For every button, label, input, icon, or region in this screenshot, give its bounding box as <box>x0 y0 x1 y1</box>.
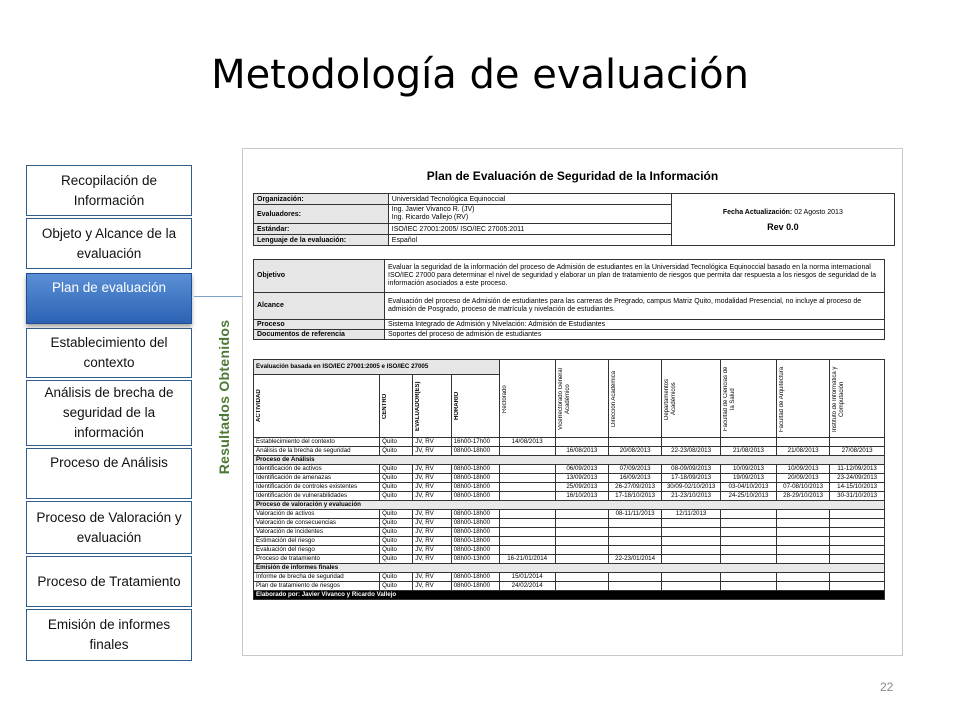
table-cell <box>555 573 608 582</box>
document-footer: Elaborado por: Javier Vivanco y Ricardo Vallejo <box>254 591 885 600</box>
connector-line <box>194 296 242 297</box>
value: Español <box>388 235 671 246</box>
table-cell: 30/09-02/10/2013 <box>662 483 721 492</box>
document-title: Plan de Evaluación de Seguridad de la Información <box>426 169 719 183</box>
table-cell: JV, RV <box>413 447 451 456</box>
table-cell: 08h00-18h00 <box>451 492 499 501</box>
table-cell: 08h00-18h00 <box>451 519 499 528</box>
label: Organización: <box>254 194 389 205</box>
table-cell <box>555 528 608 537</box>
table-cell: Quito <box>380 582 413 591</box>
table-cell <box>720 546 776 555</box>
table-cell: 24-25/10/2013 <box>720 492 776 501</box>
table-cell: JV, RV <box>413 492 451 501</box>
table-cell: JV, RV <box>413 528 451 537</box>
table-cell: 17-18/10/2013 <box>608 492 661 501</box>
table-cell: 24/02/2014 <box>499 582 555 591</box>
table-cell <box>555 510 608 519</box>
table-cell <box>662 573 721 582</box>
table-cell: 12/11/2013 <box>662 510 721 519</box>
table-cell: Valoración de consecuencias <box>254 519 380 528</box>
table-cell: Quito <box>380 537 413 546</box>
table-cell: Identificación de vulnerabilidades <box>254 492 380 501</box>
step-label: Establecimiento del contexto <box>50 335 168 370</box>
step-objeto-alcance[interactable] <box>26 218 192 269</box>
table-cell <box>830 519 885 528</box>
table-cell <box>499 465 555 474</box>
step-label: Análisis de brecha de seguridad de la información <box>44 385 174 440</box>
table-cell: 08h00-18h00 <box>451 447 499 456</box>
table-cell <box>499 474 555 483</box>
label: Documentos de referencia <box>254 330 385 340</box>
column-header: Facultad de Ciencias de la Salud <box>720 360 776 438</box>
label: Estándar: <box>254 224 389 235</box>
table-row <box>254 537 885 546</box>
table-cell <box>830 546 885 555</box>
table-cell <box>499 546 555 555</box>
column-header: Rectorado <box>499 360 555 438</box>
label: Lenguaje de la evaluación: <box>254 235 389 246</box>
table-cell: 21/08/2013 <box>776 447 829 456</box>
table-cell <box>662 528 721 537</box>
table-cell: 08h00-18h00 <box>451 573 499 582</box>
step-valoracion[interactable] <box>26 501 192 554</box>
table-cell: Quito <box>380 555 413 564</box>
table-cell: JV, RV <box>413 582 451 591</box>
table-cell: JV, RV <box>413 546 451 555</box>
table-cell: 08-11/11/2013 <box>608 510 661 519</box>
table-row <box>254 438 885 447</box>
table-cell <box>830 438 885 447</box>
column-header: Facultad de Arquitectura <box>776 360 829 438</box>
table-cell: 20/09/2013 <box>776 474 829 483</box>
table-row <box>254 573 885 582</box>
table-cell: 10/09/2013 <box>720 465 776 474</box>
plan-header: Evaluación basada en ISO/IEC 27001:2005 e ISO/IEC 27005 <box>254 360 500 375</box>
label: Proceso <box>254 320 385 330</box>
table-cell: 28-29/10/2013 <box>776 492 829 501</box>
table-cell: Quito <box>380 528 413 537</box>
table-cell: Quito <box>380 519 413 528</box>
table-cell: 30-31/10/2013 <box>830 492 885 501</box>
table-cell: Quito <box>380 492 413 501</box>
table-cell: Análisis de la brecha de seguridad <box>254 447 380 456</box>
table-row <box>254 546 885 555</box>
table-cell <box>608 582 661 591</box>
table-cell: JV, RV <box>413 519 451 528</box>
table-cell: JV, RV <box>413 465 451 474</box>
value: 02 Agosto 2013 <box>794 208 843 216</box>
table-row <box>254 519 885 528</box>
table-cell <box>830 582 885 591</box>
table-cell: Quito <box>380 573 413 582</box>
table-cell <box>776 528 829 537</box>
step-label: Proceso de Tratamiento <box>37 573 181 589</box>
table-cell <box>499 483 555 492</box>
table-cell: 08h00-18h00 <box>451 582 499 591</box>
table-cell: 19/09/2013 <box>720 474 776 483</box>
table-cell: Plan de tratamiento de riesgos <box>254 582 380 591</box>
section-label: Emisión de informes finales <box>254 564 885 573</box>
table-cell: Quito <box>380 483 413 492</box>
table-cell: Valoración de activos <box>254 510 380 519</box>
table-cell <box>830 573 885 582</box>
table-cell: 08h00-18h00 <box>451 465 499 474</box>
table-cell: Identificación de amenazas <box>254 474 380 483</box>
column-header: CENTRO <box>380 375 413 438</box>
table-cell: 03-04/10/2013 <box>720 483 776 492</box>
table-cell: 26-27/09/2013 <box>608 483 661 492</box>
table-cell: Quito <box>380 474 413 483</box>
value: Ing. Javier Vivanco R. (JV) Ing. Ricardo Vallejo (RV) <box>388 205 671 224</box>
value: Sistema Integrado de Admisión y Nivelación: Admisión de Estudiantes <box>385 320 885 330</box>
table-cell: 06/09/2013 <box>555 465 608 474</box>
table-cell <box>720 582 776 591</box>
table-cell: Quito <box>380 465 413 474</box>
table-cell <box>720 528 776 537</box>
info-table <box>253 193 895 246</box>
table-cell: 20/08/2013 <box>608 447 661 456</box>
table-cell: 08h00-18h00 <box>451 537 499 546</box>
table-cell: 08h00-18h00 <box>451 528 499 537</box>
table-cell: Quito <box>380 546 413 555</box>
table-cell <box>608 438 661 447</box>
table-cell: 14/08/2013 <box>499 438 555 447</box>
table-cell: 08-09/09/2013 <box>662 465 721 474</box>
table-cell: 08h00-13h00 <box>451 555 499 564</box>
table-cell <box>555 546 608 555</box>
plan-table <box>253 359 885 600</box>
table-cell <box>776 555 829 564</box>
table-cell: JV, RV <box>413 537 451 546</box>
table-cell: 16/09/2013 <box>608 474 661 483</box>
table-cell: 22-23/01/2014 <box>608 555 661 564</box>
table-cell: 17-18/09/2013 <box>662 474 721 483</box>
step-tratamiento[interactable] <box>26 556 192 607</box>
table-cell: JV, RV <box>413 474 451 483</box>
label: Fecha Actualización: <box>722 208 793 216</box>
table-cell: Quito <box>380 510 413 519</box>
table-cell: Proceso de tratamiento <box>254 555 380 564</box>
table-section <box>254 564 885 573</box>
table-cell <box>499 519 555 528</box>
table-cell <box>776 519 829 528</box>
table-cell: 08h00-18h00 <box>451 546 499 555</box>
table-cell <box>830 528 885 537</box>
table-cell: 11-12/09/2013 <box>830 465 885 474</box>
table-cell: 16h00-17h00 <box>451 438 499 447</box>
table-cell <box>608 537 661 546</box>
table-cell <box>499 492 555 501</box>
table-cell: 16-21/01/2014 <box>499 555 555 564</box>
table-row <box>254 447 885 456</box>
table-cell: 21/08/2013 <box>720 447 776 456</box>
page-number: 22 <box>880 680 894 694</box>
table-cell <box>608 519 661 528</box>
table-cell: 23-24/09/2013 <box>830 474 885 483</box>
table-cell: Valoración de incidentes <box>254 528 380 537</box>
description-table <box>253 259 885 340</box>
vertical-label: Resultados Obtenidos <box>216 319 232 475</box>
table-cell <box>499 510 555 519</box>
label: Evaluadores: <box>254 205 389 224</box>
table-cell <box>608 546 661 555</box>
table-cell: 22-23/08/2013 <box>662 447 721 456</box>
table-cell: 08h00-18h00 <box>451 483 499 492</box>
table-cell <box>830 510 885 519</box>
column-header: ACTIVIDAD <box>254 375 380 438</box>
table-cell <box>555 519 608 528</box>
slide-title: Metodología de evaluación <box>211 52 749 98</box>
table-cell <box>608 528 661 537</box>
revision: Rev 0.0 <box>767 221 799 232</box>
evaluation-plan-document <box>242 148 903 656</box>
table-cell: JV, RV <box>413 510 451 519</box>
table-cell: JV, RV <box>413 438 451 447</box>
step-label: Recopilación de Información <box>60 172 158 208</box>
table-cell <box>720 510 776 519</box>
step-plan-evaluacion[interactable] <box>26 273 192 324</box>
column-header: EVALUADOR(ES) <box>413 375 451 438</box>
table-cell <box>662 519 721 528</box>
table-cell <box>499 447 555 456</box>
step-recopilacion[interactable] <box>26 165 192 216</box>
table-cell <box>662 537 721 546</box>
table-section <box>254 501 885 510</box>
table-cell: 21-23/10/2013 <box>662 492 721 501</box>
table-cell <box>499 528 555 537</box>
table-cell <box>720 537 776 546</box>
table-cell <box>720 519 776 528</box>
step-label: Proceso de Valoración y evaluación <box>36 509 182 545</box>
table-cell: JV, RV <box>413 573 451 582</box>
table-cell <box>662 555 721 564</box>
step-contexto[interactable] <box>26 328 192 378</box>
column-header: Dirección Académica <box>608 360 661 438</box>
table-cell <box>776 582 829 591</box>
table-cell <box>776 510 829 519</box>
table-row <box>254 510 885 519</box>
table-cell <box>608 573 661 582</box>
table-cell <box>662 438 721 447</box>
value: Evaluar la seguridad de la información del proceso de Admisión de estudiantes en la Universidad Tecnológica Equinoccial basado en la norma internacional ISO/IEC 27000 para determinar el nivel de seguridad y elaborar un plan de tratamiento de riesgos que permita dar respuesta a los riesgos de seguridad de la información asociados a este proceso. <box>385 260 885 293</box>
table-cell <box>776 573 829 582</box>
table-cell <box>776 438 829 447</box>
table-cell <box>720 555 776 564</box>
column-header: HORARIO <box>451 375 499 438</box>
table-cell: 13/09/2013 <box>555 474 608 483</box>
label: Alcance <box>254 293 385 320</box>
step-label: Emisión de informes finales <box>47 617 171 652</box>
table-cell: 10/09/2013 <box>776 465 829 474</box>
table-cell: 08h00-18h00 <box>451 474 499 483</box>
table-row <box>254 528 885 537</box>
step-proceso-analisis[interactable] <box>26 448 192 499</box>
value: Universidad Tecnológica Equinoccial <box>388 194 671 205</box>
label: Objetivo <box>254 260 385 293</box>
table-cell: Quito <box>380 438 413 447</box>
table-cell <box>555 555 608 564</box>
section-label: Proceso de valoración y evaluación <box>254 501 885 510</box>
table-cell <box>499 537 555 546</box>
column-header: Instituto de Informática y Computación <box>830 360 885 438</box>
table-cell: Informe de brecha de seguridad <box>254 573 380 582</box>
table-cell <box>830 555 885 564</box>
step-label: Proceso de Análisis <box>50 455 168 470</box>
table-cell <box>555 582 608 591</box>
table-row <box>254 492 885 501</box>
table-cell: 14-15/10/2013 <box>830 483 885 492</box>
table-row <box>254 465 885 474</box>
table-cell: Estimación del riesgo <box>254 537 380 546</box>
step-analisis-brecha[interactable] <box>26 380 192 446</box>
table-cell: Identificación de activos <box>254 465 380 474</box>
table-cell: JV, RV <box>413 483 451 492</box>
table-cell <box>555 438 608 447</box>
value: Evaluación del proceso de Admisión de estudiantes para las carreras de Pregrado, campus Matriz Quito, modalidad Presencial, no incluye al proceso de admisión de Posgrado, proceso de matrícula y nivelación de estudiantes. <box>385 293 885 320</box>
table-cell: 08h00-18h00 <box>451 510 499 519</box>
column-header: Vicerrectorado General Académico <box>555 360 608 438</box>
table-cell: 07/09/2013 <box>608 465 661 474</box>
table-cell <box>830 537 885 546</box>
step-informes[interactable] <box>26 609 192 661</box>
table-cell: 07-08/10/2013 <box>776 483 829 492</box>
table-cell: Establecimiento del contexto <box>254 438 380 447</box>
table-cell <box>720 438 776 447</box>
table-cell: Identificación de controles existentes <box>254 483 380 492</box>
table-row <box>254 474 885 483</box>
table-section <box>254 456 885 465</box>
value: ISO/IEC 27001:2005/ ISO/IEC 27005:2011 <box>388 224 671 235</box>
table-cell <box>555 537 608 546</box>
column-header: Departamentos Académicos <box>662 360 721 438</box>
table-cell: Quito <box>380 447 413 456</box>
table-row <box>254 555 885 564</box>
table-cell: 15/01/2014 <box>499 573 555 582</box>
table-row <box>254 483 885 492</box>
table-cell <box>776 537 829 546</box>
value: Soportes del proceso de admisión de estudiantes <box>385 330 885 340</box>
table-cell: 16/10/2013 <box>555 492 608 501</box>
table-cell <box>776 546 829 555</box>
table-cell <box>720 573 776 582</box>
step-label: Objeto y Alcance de la evaluación <box>41 225 177 261</box>
table-cell: 16/08/2013 <box>555 447 608 456</box>
table-cell: Evaluación del riesgo <box>254 546 380 555</box>
table-cell: 27/08/2013 <box>830 447 885 456</box>
table-cell <box>662 546 721 555</box>
revision-box <box>671 194 894 246</box>
table-cell: 25/09/2013 <box>555 483 608 492</box>
step-label: Plan de evaluación <box>51 280 167 295</box>
section-label: Proceso de Análisis <box>254 456 885 465</box>
table-cell: JV, RV <box>413 555 451 564</box>
table-cell <box>662 582 721 591</box>
table-row <box>254 582 885 591</box>
